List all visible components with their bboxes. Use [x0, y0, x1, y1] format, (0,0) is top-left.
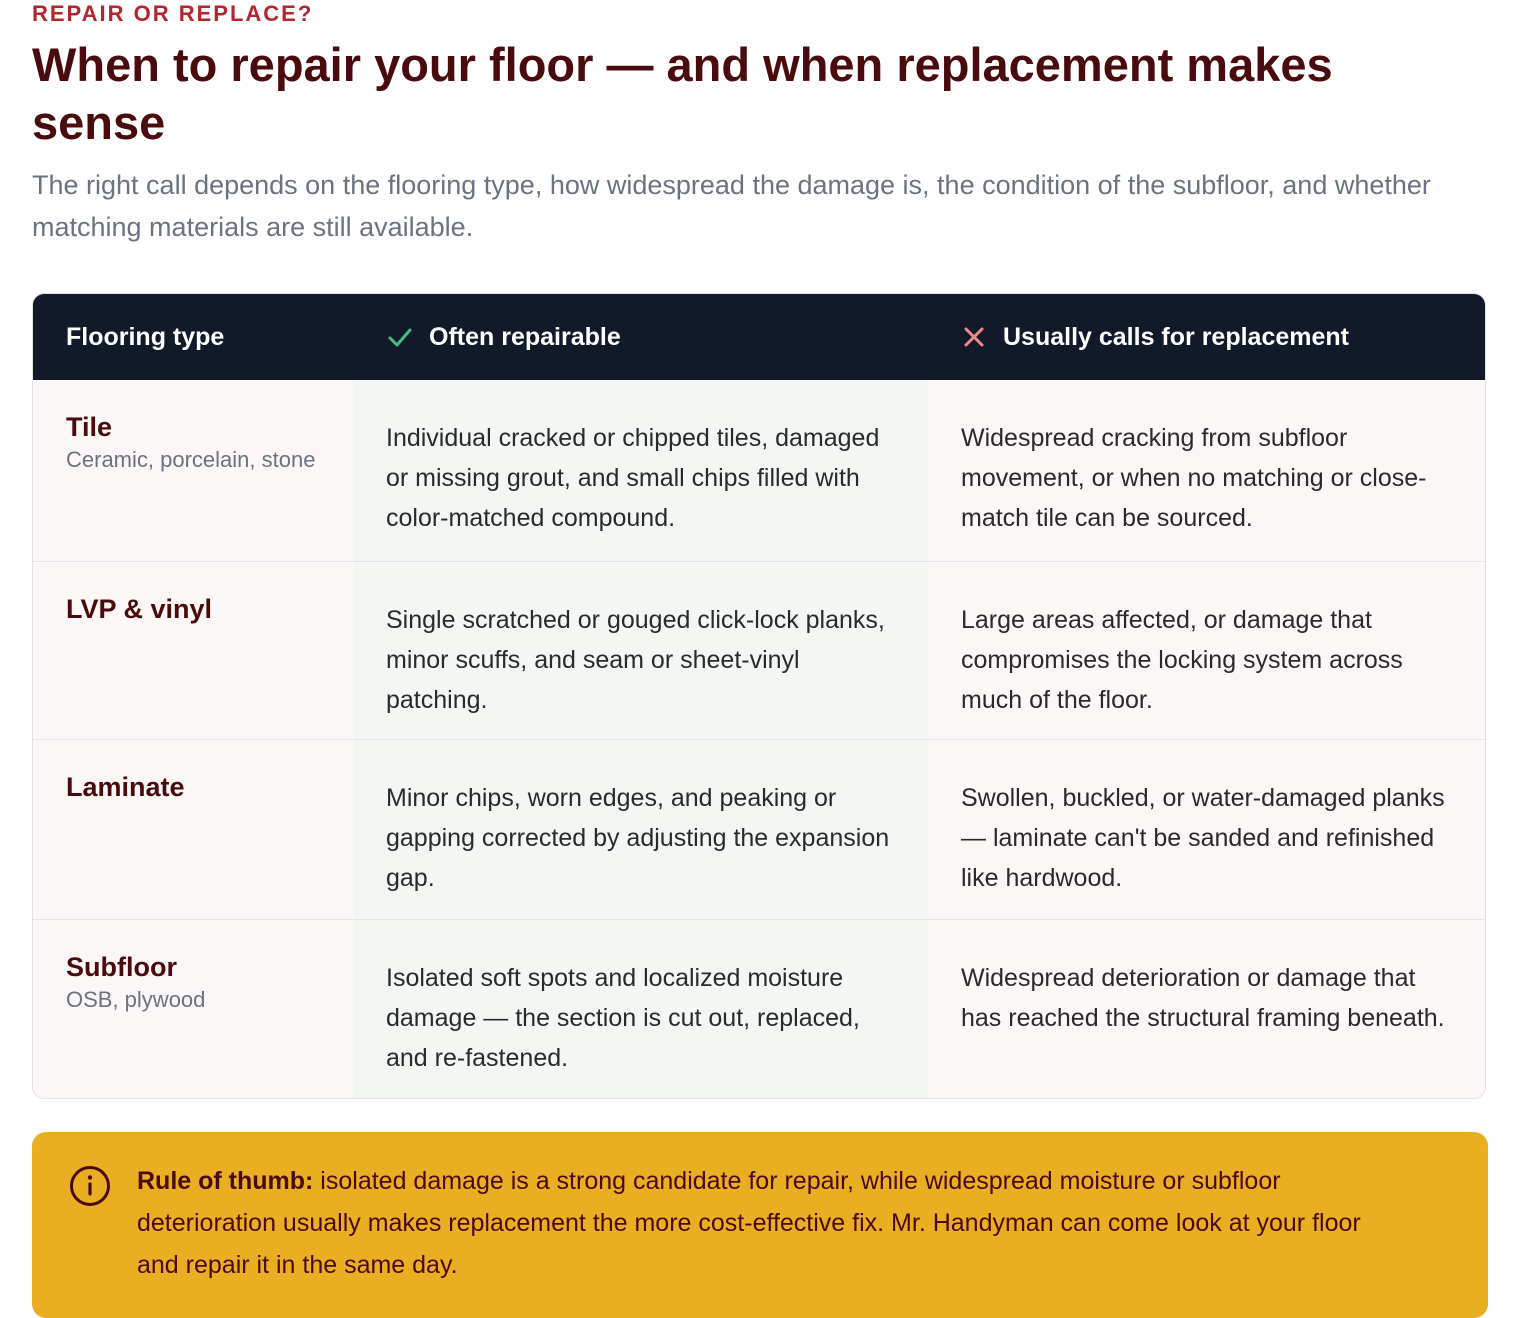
row-repair-text: Isolated soft spots and localized moisture damage — the section is cut out, replaced, and re-fastened. — [386, 964, 860, 1072]
row-replace-text: Swollen, buckled, or water-damaged planks — laminate can't be sanded and refinished like hardwood. — [961, 784, 1445, 892]
header-flooring-type — [33, 323, 354, 352]
row-type-sub: Ceramic, porcelain, stone — [66, 447, 316, 472]
row-repair-cell — [354, 740, 928, 919]
table-row — [33, 380, 1485, 561]
header-replacement-label: Usually calls for replacement — [1003, 322, 1349, 351]
row-type-name: Tile — [66, 412, 113, 442]
row-repair-text: Single scratched or gouged click-lock planks, minor scuffs, and seam or sheet-vinyl patching. — [386, 606, 885, 714]
row-replace-text: Large areas affected, or damage that compromises the locking system across much of the floor. — [961, 606, 1403, 714]
table-row — [33, 561, 1485, 739]
row-type-cell — [33, 562, 354, 739]
rule-of-thumb-callout — [32, 1132, 1488, 1318]
row-repair-cell — [354, 380, 928, 561]
row-replace-text: Widespread cracking from subfloor movement, or when no matching or close-match tile can be sourced. — [961, 424, 1427, 532]
row-type-cell — [33, 740, 354, 919]
page-subtitle: The right call depends on the flooring type, how widespread the damage is, the condition of the subfloor, and whether matching materials are still available. — [32, 170, 1431, 242]
info-icon — [69, 1165, 111, 1207]
row-replace-text: Widespread deterioration or damage that has reached the structural framing beneath. — [961, 964, 1445, 1032]
table-header — [33, 294, 1485, 380]
check-icon — [387, 324, 413, 350]
header-often-repairable-label: Often repairable — [429, 322, 621, 351]
row-type-name: Laminate — [66, 772, 185, 802]
table-row — [33, 919, 1485, 1099]
table-body — [33, 380, 1485, 1099]
header-often-repairable — [354, 323, 928, 352]
header-replacement — [928, 323, 1485, 352]
callout-text — [137, 1160, 1387, 1286]
row-replace-cell — [928, 562, 1485, 739]
table-row — [33, 739, 1485, 919]
row-replace-cell — [928, 740, 1485, 919]
eyebrow-label: REPAIR OR REPLACE? — [32, 1, 314, 26]
header-flooring-type-label: Flooring type — [66, 322, 225, 351]
row-replace-cell — [928, 920, 1485, 1099]
row-replace-cell — [928, 380, 1485, 561]
row-type-name: LVP & vinyl — [66, 594, 213, 624]
row-repair-cell — [354, 920, 928, 1099]
row-type-sub: OSB, plywood — [66, 987, 206, 1012]
row-repair-cell — [354, 562, 928, 739]
row-repair-text: Minor chips, worn edges, and peaking or gapping corrected by adjusting the expansion gap. — [386, 784, 890, 892]
row-type-name: Subfloor — [66, 952, 177, 982]
row-type-cell — [33, 920, 354, 1099]
page-title: When to repair your floor — and when replacement makes sense — [32, 38, 1333, 149]
callout-lead: Rule of thumb: — [137, 1167, 314, 1195]
x-icon — [961, 324, 987, 350]
callout-body: isolated damage is a strong candidate for repair, while widespread moisture or subfloor deterioration usually makes replacement the more cost-effective fix. Mr. Handyman can come look at your floor and repair it in the same day. — [137, 1167, 1361, 1279]
row-repair-text: Individual cracked or chipped tiles, damaged or missing grout, and small chips filled with color-matched compound. — [386, 424, 880, 532]
row-type-cell — [33, 380, 354, 561]
comparison-table — [32, 293, 1486, 1099]
